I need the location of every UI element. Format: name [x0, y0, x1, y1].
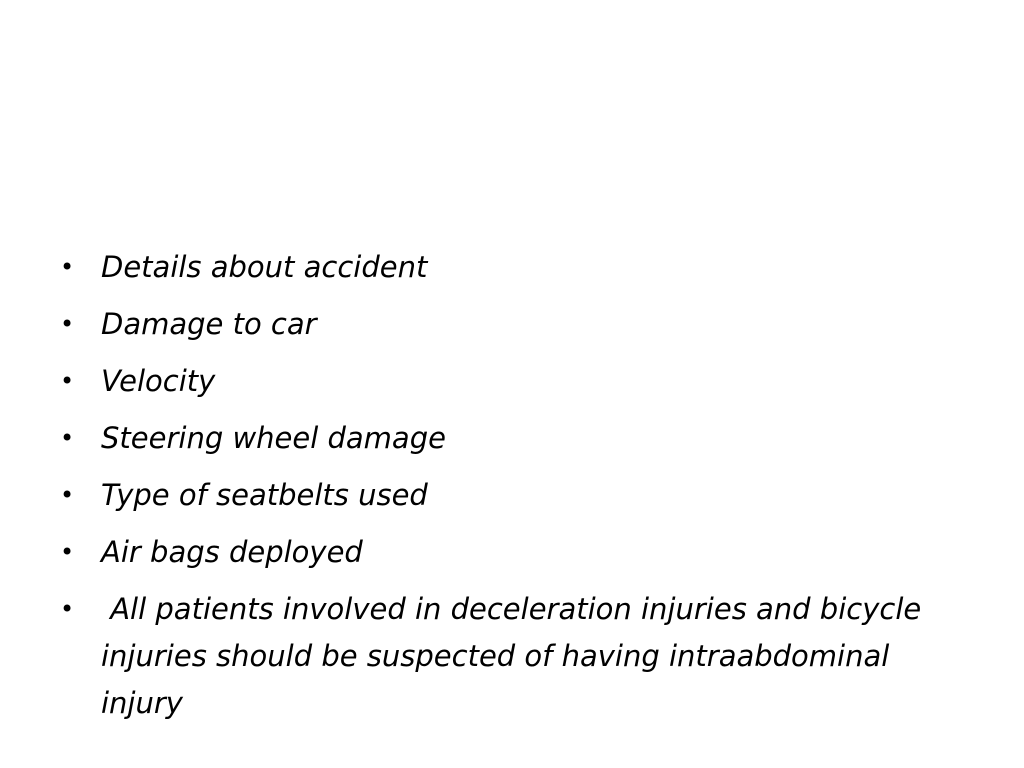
list-item — [60, 301, 940, 348]
bullet-marker: • — [60, 367, 75, 395]
bullet-list — [60, 244, 940, 727]
list-item — [60, 244, 940, 291]
bullet-text: Velocity — [101, 364, 216, 398]
list-item — [60, 529, 940, 576]
bullet-text: Type of seatbelts used — [101, 478, 428, 512]
list-item — [60, 586, 940, 727]
bullet-marker: • — [60, 253, 75, 281]
bullet-text: Air bags deployed — [101, 535, 363, 569]
bullet-marker: • — [60, 538, 75, 566]
bullet-marker: • — [60, 310, 75, 338]
list-item — [60, 358, 940, 405]
bullet-marker: • — [60, 595, 75, 623]
bullet-marker: • — [60, 424, 75, 452]
bullet-text: Steering wheel damage — [101, 421, 446, 455]
list-item — [60, 472, 940, 519]
bullet-text: All patients involved in deceleration injuries and bicycle injuries should be suspected of having intraabdominal injury — [101, 592, 922, 720]
bullet-text: Damage to car — [101, 307, 317, 341]
bullet-marker: • — [60, 481, 75, 509]
list-item — [60, 415, 940, 462]
bullet-text: Details about accident — [101, 250, 428, 284]
